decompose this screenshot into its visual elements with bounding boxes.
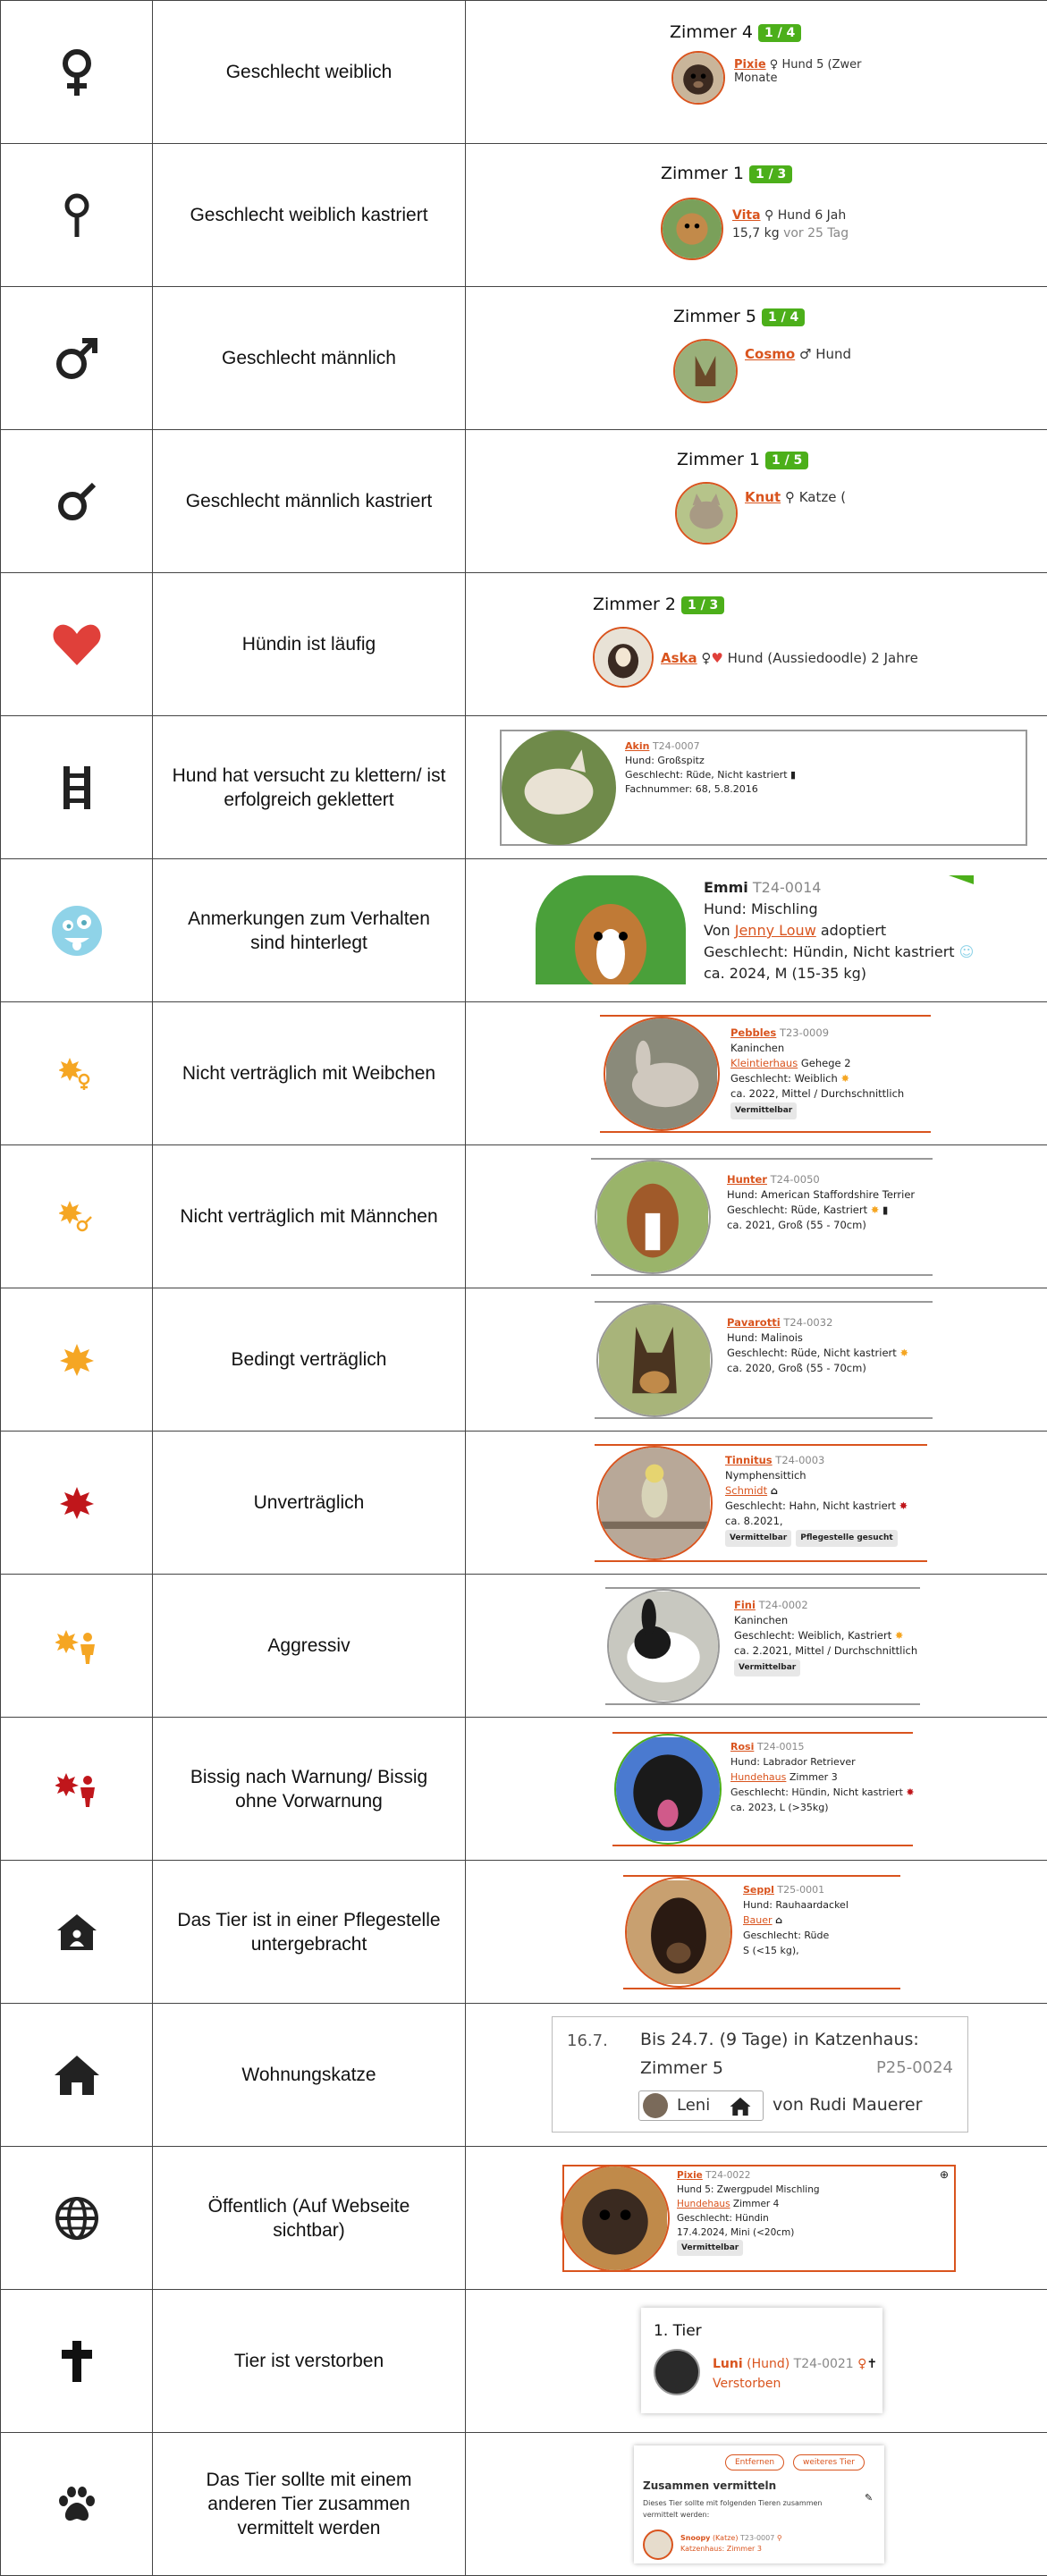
conditional-icon <box>59 1342 95 1378</box>
add-animal-button[interactable]: weiteres Tier <box>793 2454 865 2470</box>
animal-name-link[interactable]: Knut <box>745 489 781 505</box>
panel-description: Dieses Tier sollte mit folgenden Tieren zusammen vermittelt werden: <box>643 2499 823 2519</box>
animal-name-link[interactable]: Luni <box>713 2357 743 2371</box>
icon-cell <box>1 1 153 144</box>
remove-button[interactable]: Entfernen <box>725 2454 784 2470</box>
icon-cell <box>1 2004 153 2147</box>
occupancy-badge: 1 / 4 <box>758 24 801 42</box>
animal-details: Luni (Hund) T24-0021 ♀✝ Verstorben <box>713 2357 878 2391</box>
example-cell <box>466 859 1047 1002</box>
meaning-cell: Das Tier sollte mit einem anderen Tier zusammen vermittelt werden <box>153 2433 466 2576</box>
legend-row <box>1 1145 1047 1288</box>
animal-details: Akin T24-0007 Hund: Großspitz Geschlecht: Rüde, Nicht kastriert ▮ Fachnummer: 68, 5.8.2016 <box>625 740 797 795</box>
animal-avatar <box>596 1446 713 1560</box>
legend-row <box>1 573 1047 716</box>
animal-name-link[interactable]: Fini <box>734 1599 756 1611</box>
legend-row <box>1 2004 1047 2147</box>
animal-name-link[interactable]: Tinnitus <box>725 1454 773 1466</box>
house-icon <box>729 2097 752 2116</box>
status-pill: Vermittelbar <box>725 1530 791 1547</box>
occupancy-badge: 1 / 3 <box>749 165 792 183</box>
room-label: Zimmer 5 1 / 4 <box>673 307 805 326</box>
animal-avatar <box>625 1877 732 1988</box>
location-link[interactable]: Schmidt <box>725 1484 768 1497</box>
location-link[interactable]: Hundehaus <box>677 2199 730 2209</box>
example-cell <box>466 1575 1047 1718</box>
animal-avatar <box>561 2165 670 2272</box>
panel-heading: 1. Tier <box>654 2322 702 2340</box>
animal-info: Pixie ♀ Hund 5 (Zwer Monate <box>734 58 862 85</box>
animal-details: Snoopy (Katze) T23-0007 ⚲ Katzenhaus: Zimmer 3 <box>680 2534 782 2553</box>
meaning-cell: Bissig nach Warnung/ Bissig ohne Vorwarnung <box>153 1718 466 1861</box>
animal-avatar <box>604 1017 720 1131</box>
icon-cell <box>1 430 153 573</box>
animal-details: Emmi T24-0014 Hund: Mischling Von Jenny Louw adoptiert Geschlecht: Hündin, Nicht kastriert ☺ ca. 2024, M (15-35 kg) <box>704 879 975 981</box>
icon-cell <box>1 144 153 287</box>
example-cell <box>466 716 1047 859</box>
animal-avatar <box>643 2093 668 2118</box>
cross-icon <box>62 2341 92 2382</box>
location-link[interactable]: Bauer <box>743 1914 773 1926</box>
example-cell <box>466 1861 1047 2004</box>
example-cell <box>466 1718 1047 1861</box>
icon-cell <box>1 1861 153 2004</box>
icon-cell <box>1 1718 153 1861</box>
incompatible-female-icon <box>59 1056 95 1092</box>
meaning-cell: Tier ist verstorben <box>153 2290 466 2433</box>
icon-cell <box>1 2433 153 2576</box>
animal-info: Aska ♀♥ Hund (Aussiedoodle) 2 Jahre <box>661 650 918 666</box>
animal-details: Hunter T24-0050 Hund: American Staffordshire Terrier Geschlecht: Rüde, Kastriert ✸ ▮ ca. 2021, Groß (55 - 70cm) <box>727 1173 916 1231</box>
status-pill: Vermittelbar <box>677 2240 743 2256</box>
status-pill: Pflegestelle gesucht <box>796 1530 897 1547</box>
animal-chip[interactable] <box>638 2090 764 2121</box>
icon-cell <box>1 2147 153 2290</box>
legend-row <box>1 1718 1047 1861</box>
animal-avatar <box>596 1303 713 1417</box>
animal-name-link[interactable]: Akin <box>625 740 650 752</box>
animal-info: Vita ⚲ Hund 6 Jah 15,7 kg vor 25 Tag <box>732 208 849 241</box>
animal-name-link[interactable]: Aska <box>661 650 697 666</box>
globe-icon <box>55 2196 99 2241</box>
meaning-cell: Anmerkungen zum Verhalten sind hinterlegt <box>153 859 466 1002</box>
foster-home-icon <box>55 1913 98 1952</box>
icon-cell <box>1 859 153 1002</box>
animal-name-link[interactable]: Snoopy <box>680 2534 711 2542</box>
biting-icon <box>55 1771 98 1807</box>
animal-details: Tinnitus T24-0003 Nymphensittich Schmidt ⌂ Geschlecht: Hahn, Nicht kastriert ✸ ca. 8.2021, Vermittelbar Pflegestelle gesucht <box>725 1453 908 1547</box>
legend-row <box>1 1002 1047 1145</box>
meaning-cell: Hund hat versucht zu klettern/ ist erfolgreich geklettert <box>153 716 466 859</box>
animal-details: Pavarotti T24-0032 Hund: Malinois Geschlecht: Rüde, Nicht kastriert ✸ ca. 2020, Groß (55 - 70cm) <box>727 1316 909 1374</box>
status-pill: Vermittelbar <box>730 1102 797 1119</box>
behavior-face-icon <box>50 904 104 958</box>
icon-cell <box>1 1145 153 1288</box>
animal-name-link[interactable]: Rosi <box>730 1741 755 1753</box>
meaning-cell: Hündin ist läufig <box>153 573 466 716</box>
animal-avatar[interactable] <box>661 198 723 260</box>
occupancy-badge: 1 / 5 <box>765 452 808 469</box>
icon-cell <box>1 2290 153 2433</box>
incompatible-male-icon <box>59 1199 95 1235</box>
panel-title: Zusammen vermitteln <box>643 2479 777 2492</box>
house-icon <box>53 2054 101 2097</box>
animal-name-link[interactable]: Cosmo <box>745 346 796 362</box>
meaning-cell: Nicht verträglich mit Weibchen <box>153 1002 466 1145</box>
icon-cell <box>1 1288 153 1432</box>
heart-icon <box>52 622 102 667</box>
room-label: Zimmer 4 1 / 4 <box>670 22 801 42</box>
paw-icon <box>56 2485 97 2524</box>
meaning-cell: Geschlecht weiblich kastriert <box>153 144 466 287</box>
meaning-cell: Bedingt verträglich <box>153 1288 466 1432</box>
animal-name-link[interactable]: Pixie <box>734 58 766 72</box>
booking-period: Bis 24.7. (9 Tage) in Katzenhaus: <box>640 2030 919 2049</box>
status-pill: Vermittelbar <box>734 1660 800 1677</box>
example-cell <box>466 2433 1047 2576</box>
booking-card[interactable] <box>552 2016 968 2133</box>
female-neutered-icon <box>59 190 95 241</box>
location-link[interactable]: Kleintierhaus <box>730 1057 798 1069</box>
animal-name-link[interactable]: Pavarotti <box>727 1316 781 1329</box>
legend-row <box>1 2290 1047 2433</box>
animal-avatar <box>595 1160 711 1274</box>
legend-row <box>1 1 1047 144</box>
legend-row <box>1 430 1047 573</box>
occupancy-badge: 1 / 3 <box>681 596 724 614</box>
example-cell <box>466 1 1047 144</box>
example-cell <box>466 144 1047 287</box>
animal-name-link[interactable]: Pebbles <box>730 1026 777 1039</box>
example-cell <box>466 1432 1047 1575</box>
meaning-cell: Unverträglich <box>153 1432 466 1575</box>
animal-avatar[interactable] <box>675 482 738 545</box>
legend-row <box>1 2147 1047 2290</box>
animal-avatar <box>502 731 616 845</box>
meaning-cell: Aggressiv <box>153 1575 466 1718</box>
animal-avatar <box>607 1589 720 1703</box>
aggressive-icon <box>55 1628 98 1664</box>
booking-date: 16.7. <box>567 2031 608 2050</box>
animal-avatar[interactable] <box>643 2530 673 2560</box>
animal-details: Fini T24-0002 Kaninchen Geschlecht: Weiblich, Kastriert ✸ ca. 2.2021, Mittel / Durchschnittlich Vermittelbar <box>734 1598 917 1677</box>
example-cell <box>466 430 1047 573</box>
icon-cell <box>1 287 153 430</box>
animal-name-link[interactable]: Pixie <box>677 2170 703 2181</box>
animal-details: Pebbles T23-0009 Kaninchen Kleintierhaus Gehege 2 Geschlecht: Weiblich ✸ ca. 2022, Mittel / Durchschnittlich Vermittelbar <box>730 1026 904 1119</box>
ladder-icon <box>62 766 92 809</box>
animal-avatar[interactable] <box>536 875 686 984</box>
meaning-cell: Öffentlich (Auf Webseite sichtbar) <box>153 2147 466 2290</box>
legend-row <box>1 859 1047 1002</box>
animal-name-link[interactable]: Hunter <box>727 1173 767 1186</box>
legend-row <box>1 1288 1047 1432</box>
globe-icon: ⊕ <box>940 2168 950 2181</box>
animal-avatar[interactable] <box>673 339 738 403</box>
animal-avatar[interactable] <box>671 51 725 105</box>
icon-cell <box>1 573 153 716</box>
meaning-cell: Wohnungskatze <box>153 2004 466 2147</box>
animal-info: Cosmo ♂ Hund <box>745 346 852 362</box>
example-cell <box>466 2290 1047 2433</box>
animal-details: Rosi T24-0015 Hund: Labrador Retriever Hundehaus Zimmer 3 Geschlecht: Hündin, Nicht kastriert ✸ ca. 2023, L (>35kg) <box>730 1741 915 1813</box>
female-icon <box>55 46 98 99</box>
icon-cell <box>1 1002 153 1145</box>
animal-avatar[interactable] <box>654 2349 700 2395</box>
icon-cell <box>1 716 153 859</box>
male-neutered-icon <box>55 479 99 524</box>
icon-cell <box>1 1432 153 1575</box>
legend-row <box>1 1575 1047 1718</box>
animal-name-link[interactable]: Vita <box>732 208 761 223</box>
legend-row <box>1 144 1047 287</box>
example-cell <box>466 1002 1047 1145</box>
booking-room: Zimmer 5 <box>640 2058 723 2078</box>
room-label: Zimmer 2 1 / 3 <box>593 595 724 614</box>
icon-cell <box>1 1575 153 1718</box>
meaning-cell: Geschlecht männlich <box>153 287 466 430</box>
example-cell <box>466 1288 1047 1432</box>
legend-row <box>1 1861 1047 2004</box>
example-cell <box>466 2004 1047 2147</box>
group-panel <box>634 2445 884 2563</box>
animal-name-link[interactable]: Seppl <box>743 1884 774 1896</box>
example-cell <box>466 287 1047 430</box>
room-label: Zimmer 1 1 / 5 <box>677 450 808 469</box>
occupancy-badge: 1 / 4 <box>762 308 805 326</box>
animal-info: Knut ⚲ Katze ( <box>745 489 847 505</box>
owner-label: von Rudi Mauerer <box>773 2095 923 2115</box>
animal-details: Seppl T25-0001 Hund: Rauhaardackel Bauer ⌂ Geschlecht: Rüde S (<15 kg), <box>743 1884 849 1956</box>
animal-details: Pixie T24-0022 Hund 5: Zwergpudel Mischling Hundehaus Zimmer 4 Geschlecht: Hündin 17.4.2024, Mini (<20cm) Vermittelbar <box>677 2168 820 2256</box>
legend-row <box>1 287 1047 430</box>
example-cell <box>466 2147 1047 2290</box>
meaning-cell: Geschlecht männlich kastriert <box>153 430 466 573</box>
animal-avatar[interactable] <box>593 627 654 688</box>
animal-panel <box>641 2308 882 2413</box>
booking-code: P25-0024 <box>875 2058 953 2077</box>
example-cell <box>466 573 1047 716</box>
example-cell <box>466 1145 1047 1288</box>
legend-row <box>1 716 1047 859</box>
meaning-cell: Nicht verträglich mit Männchen <box>153 1145 466 1288</box>
room-label: Zimmer 1 1 / 3 <box>661 164 792 183</box>
location-link[interactable]: Hundehaus <box>730 1771 787 1783</box>
animal-name: Leni <box>677 2096 711 2115</box>
legend-row <box>1 2433 1047 2576</box>
meaning-cell: Geschlecht weiblich <box>153 1 466 144</box>
adopter-link[interactable]: Jenny Louw <box>734 922 816 939</box>
animal-avatar <box>614 1734 722 1845</box>
edit-icon[interactable]: ✎ <box>865 2492 874 2504</box>
legend-row <box>1 1432 1047 1575</box>
incompatible-icon <box>59 1485 95 1521</box>
male-icon <box>52 334 102 384</box>
meaning-cell: Das Tier ist in einer Pflegestelle untergebracht <box>153 1861 466 2004</box>
